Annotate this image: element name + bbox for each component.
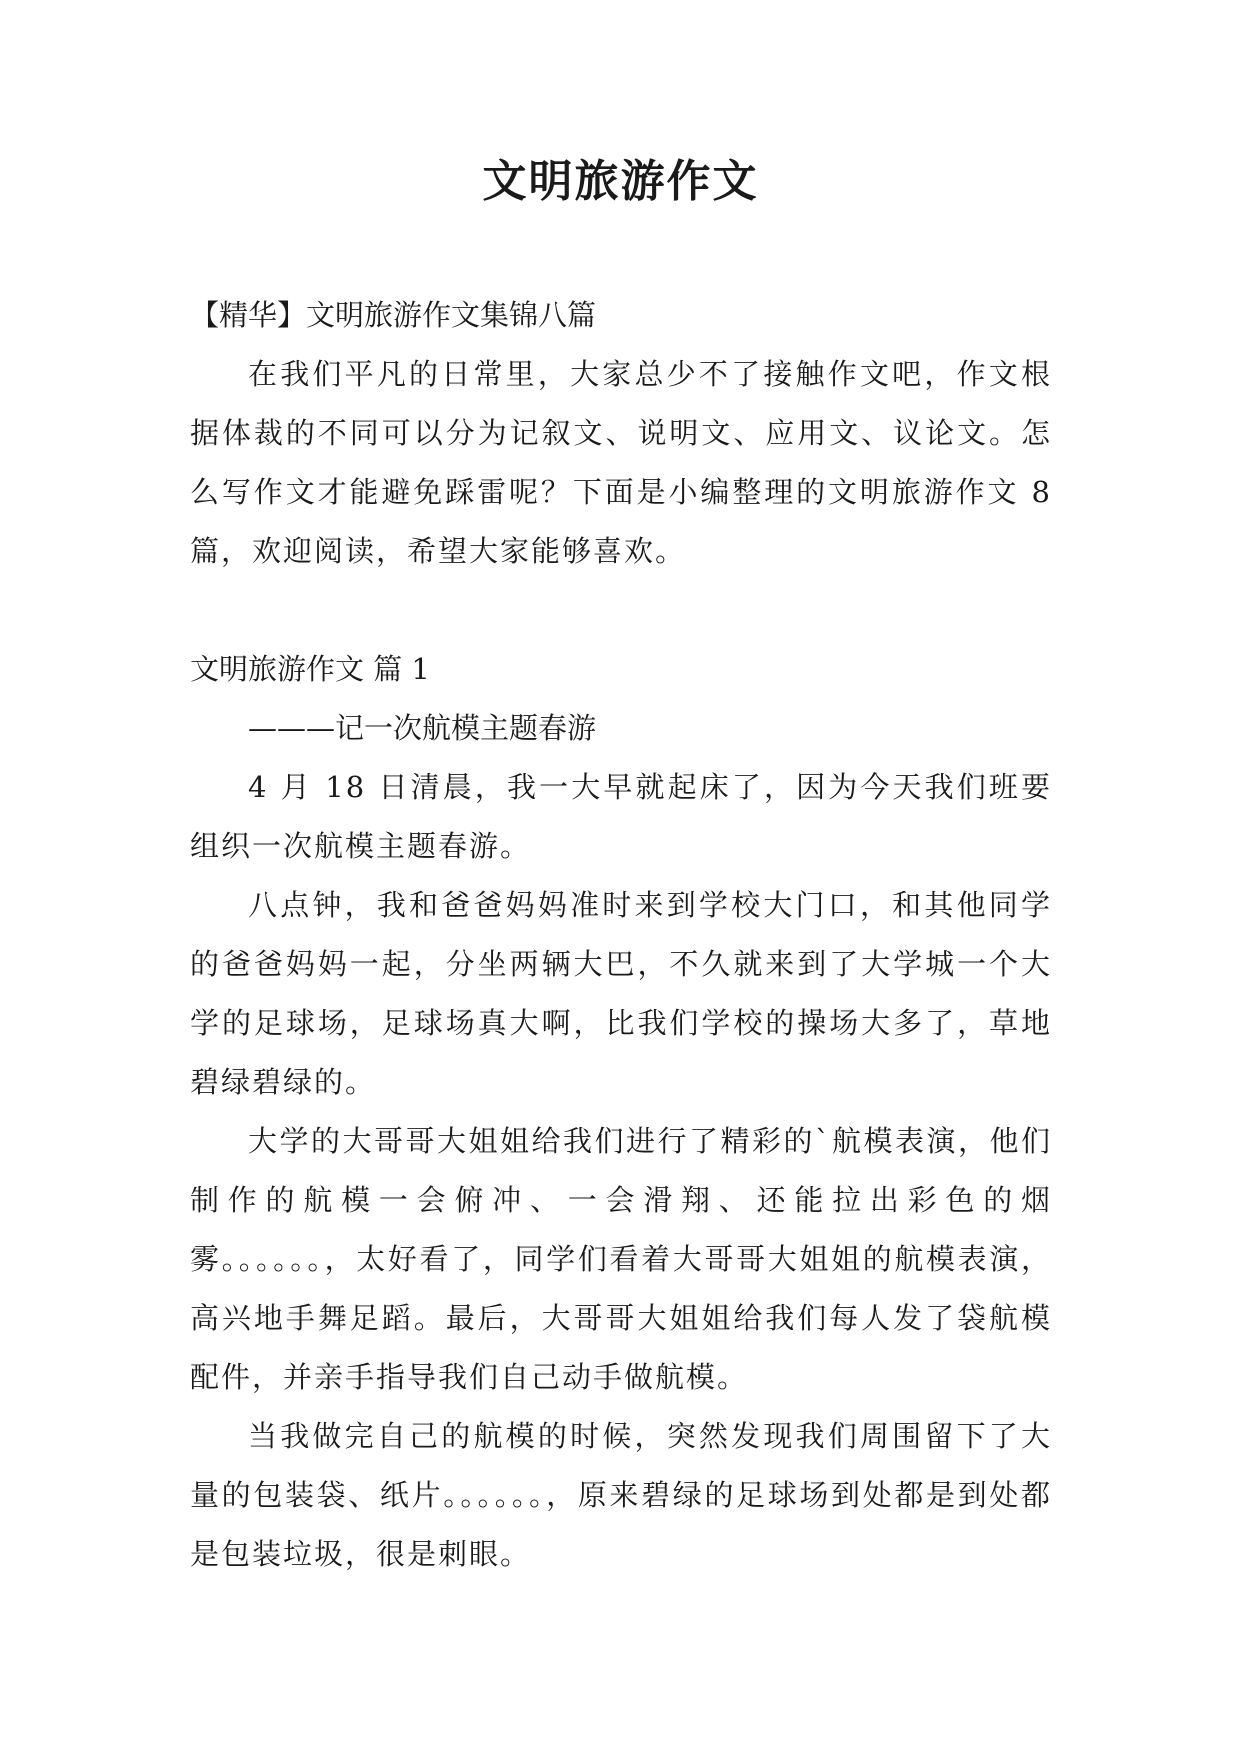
document-subtitle: 【精华】文明旅游作文集锦八篇 (190, 298, 597, 332)
body-paragraph: 大学的大哥哥大姐姐给我们进行了精彩的`航模表演，他们制作的航模一会俯冲、一会滑翔、还能拉出彩色的烟雾。。。。。。，太好看了，同学们看着大哥哥大姐姐的航模表演，高兴地手舞足蹈。最后，大哥哥大姐姐给我们每人发了袋航模配件，并亲手指导我们自己动手做航模。 (190, 1124, 1052, 1394)
body-paragraph: 八点钟，我和爸爸妈妈准时来到学校大门口，和其他同学的爸爸妈妈一起，分坐两辆大巴，不久就来到了大学城一个大学的足球场，足球场真大啊，比我们学校的操场大多了，草地碧绿碧绿的。 (190, 888, 1052, 1099)
document-title: 文明旅游作文 (482, 156, 759, 207)
body-paragraph: 当我做完自己的航模的时候，突然发现我们周围留下了大量的包装袋、纸片。。。。。。，原来碧绿的足球场到处都是到处都是包装垃圾，很是刺眼。 (190, 1419, 1052, 1571)
document-body (190, 286, 1052, 1584)
intro-paragraph: 在我们平凡的日常里，大家总少不了接触作文吧，作文根据体裁的不同可以分为记叙文、说明文、应用文、议论文。怎么写作文才能避免踩雷呢？下面是小编整理的文明旅游作文 8 篇，欢迎阅读，希望大家能够喜欢。 (190, 357, 1052, 568)
section-spacer (190, 581, 1052, 640)
body-paragraph: 4 月 18 日清晨，我一大早就起床了，因为今天我们班要组织一次航模主题春游。 (190, 770, 1052, 863)
section-tagline: ———记一次航模主题春游 (248, 711, 597, 745)
section-heading: 文明旅游作文 篇 1 (190, 652, 430, 686)
